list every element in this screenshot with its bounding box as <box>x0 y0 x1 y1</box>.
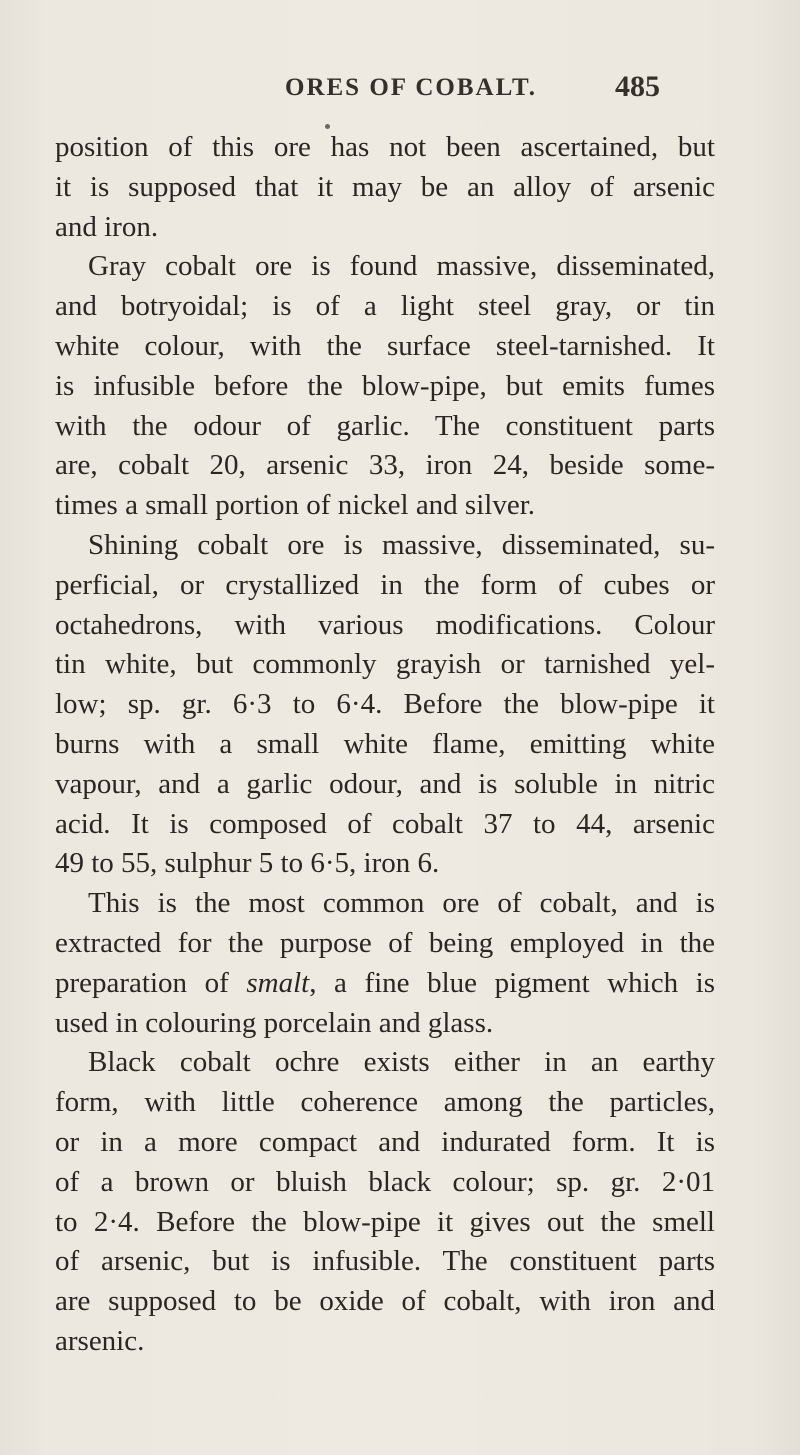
text-line: to 2·4. Before the blow-pipe it gives out the smell <box>55 1205 715 1238</box>
page-number: 485 <box>615 70 660 103</box>
text-line: 49 to 55, sulphur 5 to 6·5, iron 6. <box>55 847 440 880</box>
text-line: white colour, with the surface steel-tarnished. It <box>55 329 715 362</box>
text-line: times a small portion of nickel and silver. <box>55 489 536 522</box>
text-line: low; sp. gr. 6·3 to 6·4. Before the blow-pipe it <box>55 688 715 721</box>
paragraph-start-line: Black cobalt ochre exists either in an earthy <box>88 1046 715 1079</box>
paragraph-start-line: Shining cobalt ore is massive, disseminated, su- <box>88 528 715 561</box>
text-line: extracted for the purpose of being employed in the <box>55 926 715 959</box>
text-line-with-italic <box>55 964 715 1004</box>
text-line: are, cobalt 20, arsenic 33, iron 24, beside some- <box>55 449 715 482</box>
text-line: is infusible before the blow-pipe, but emits fumes <box>55 369 715 402</box>
text-segment: , a fine blue pigment which is <box>309 966 716 999</box>
text-line: octahedrons, with various modifications. Colour <box>55 608 715 641</box>
running-title: ORES OF COBALT. <box>285 74 538 101</box>
text-line: with the odour of garlic. The constituent parts <box>55 409 715 442</box>
text-line: position of this ore has not been ascertained, but <box>55 131 715 163</box>
text-line: and iron. <box>55 210 159 243</box>
paragraph-start-line: This is the most common ore of cobalt, and is <box>88 887 715 920</box>
running-head <box>285 70 685 114</box>
text-line: of arsenic, but is infusible. The constituent parts <box>55 1245 715 1278</box>
text-line: tin white, but commonly grayish or tarnished yel- <box>55 648 715 681</box>
text-line: used in colouring porcelain and glass. <box>55 1006 494 1039</box>
text-line: and botryoidal; is of a light steel gray, or tin <box>55 290 715 323</box>
body-text <box>55 128 715 1362</box>
text-line: form, with little coherence among the particles, <box>55 1086 715 1119</box>
text-line: burns with a small white flame, emitting white <box>55 727 715 760</box>
italic-term-smalt: smalt <box>246 966 310 999</box>
text-line: it is supposed that it may be an alloy of arsenic <box>55 170 715 203</box>
text-line: arsenic. <box>55 1324 145 1357</box>
paragraph-start-line: Gray cobalt ore is found massive, disseminated, <box>88 250 715 283</box>
text-line: are supposed to be oxide of cobalt, with iron and <box>55 1285 715 1318</box>
text-line: or in a more compact and indurated form. It is <box>55 1125 715 1158</box>
text-segment: preparation of <box>55 966 229 999</box>
text-line: vapour, and a garlic odour, and is soluble in nitric <box>55 767 715 800</box>
text-line: of a brown or bluish black colour; sp. gr. 2·01 <box>55 1165 715 1198</box>
text-line: perficial, or crystallized in the form of cubes or <box>55 568 715 601</box>
text-line: acid. It is composed of cobalt 37 to 44, arsenic <box>55 807 715 840</box>
